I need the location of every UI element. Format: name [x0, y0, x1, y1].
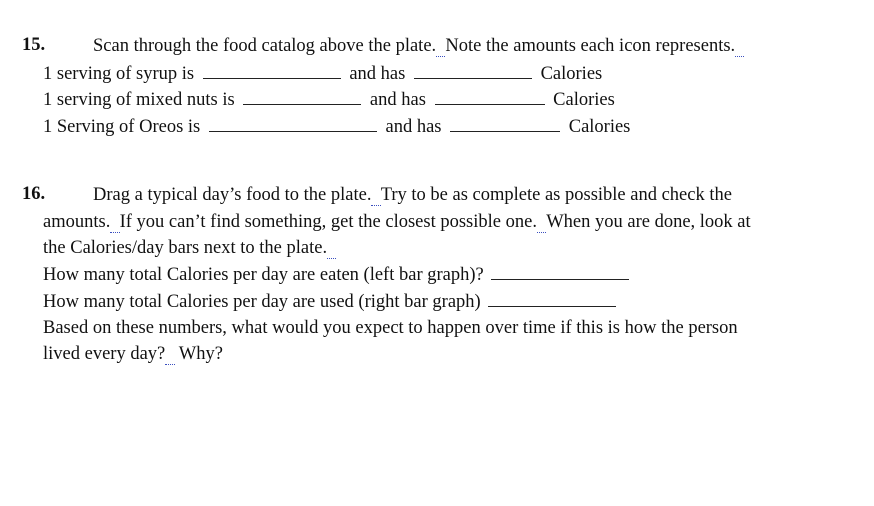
syrup-calories-label: Calories [540, 64, 603, 84]
nuts-and-has: and has [369, 90, 426, 110]
syrup-and-has: and has [349, 64, 406, 84]
q16-line2-c: When you are done, look at [546, 212, 751, 232]
syrup-calories-blank[interactable] [414, 62, 532, 79]
nuts-amount-blank[interactable] [243, 88, 361, 105]
q15-prompt-end: Note the amounts each icon represents. [445, 36, 736, 56]
q16-line-3 [43, 237, 336, 259]
expect-text-2a: lived every day? [43, 344, 166, 364]
question-15-prompt [93, 35, 744, 57]
used-question-text: How many total Calories per day are used (right bar graph) [43, 292, 481, 312]
oreos-calories-blank[interactable] [450, 115, 560, 132]
oreos-calories-label: Calories [568, 117, 631, 137]
nuts-calories-blank[interactable] [435, 88, 545, 105]
q15-row-nuts [43, 88, 615, 111]
q16-expect-line-1 [43, 317, 738, 339]
q16-line-2 [43, 211, 751, 233]
q16-line2-b: If you can’t find something, get the closest possible one. [119, 212, 537, 232]
q16-expect-line-2 [43, 343, 223, 365]
q16-eaten-question [43, 263, 629, 286]
q15-row-oreos [43, 115, 630, 138]
syrup-amount-blank[interactable] [203, 62, 341, 79]
q16-line3: the Calories/day bars next to the plate. [43, 238, 328, 258]
nuts-label: 1 serving of mixed nuts is [43, 90, 235, 110]
oreos-and-has: and has [385, 117, 442, 137]
expect-text-1: Based on these numbers, what would you expect to happen over time if this is how the person [43, 318, 738, 338]
question-16-number: 16. [22, 184, 46, 204]
eaten-calories-blank[interactable] [491, 263, 629, 280]
oreos-label: 1 Serving of Oreos is [43, 117, 201, 137]
nuts-calories-label: Calories [553, 90, 615, 110]
q16-line1-b: Try to be as complete as possible and check the [380, 185, 732, 205]
q16-line-1 [93, 184, 732, 206]
q16-used-question [43, 290, 616, 313]
used-calories-blank[interactable] [488, 290, 616, 307]
q15-row-syrup [43, 62, 602, 85]
q15-prompt-start: Scan through the food catalog above the plate. [93, 36, 437, 56]
q16-line1-a: Drag a typical day’s food to the plate. [93, 185, 372, 205]
q16-line2-a: amounts. [43, 212, 111, 232]
oreos-amount-blank[interactable] [209, 115, 377, 132]
question-15-number: 15. [22, 35, 46, 55]
eaten-question-text: How many total Calories per day are eaten (left bar graph)? [43, 265, 484, 285]
expect-text-2b: Why? [178, 344, 223, 364]
syrup-label: 1 serving of syrup is [43, 64, 195, 84]
